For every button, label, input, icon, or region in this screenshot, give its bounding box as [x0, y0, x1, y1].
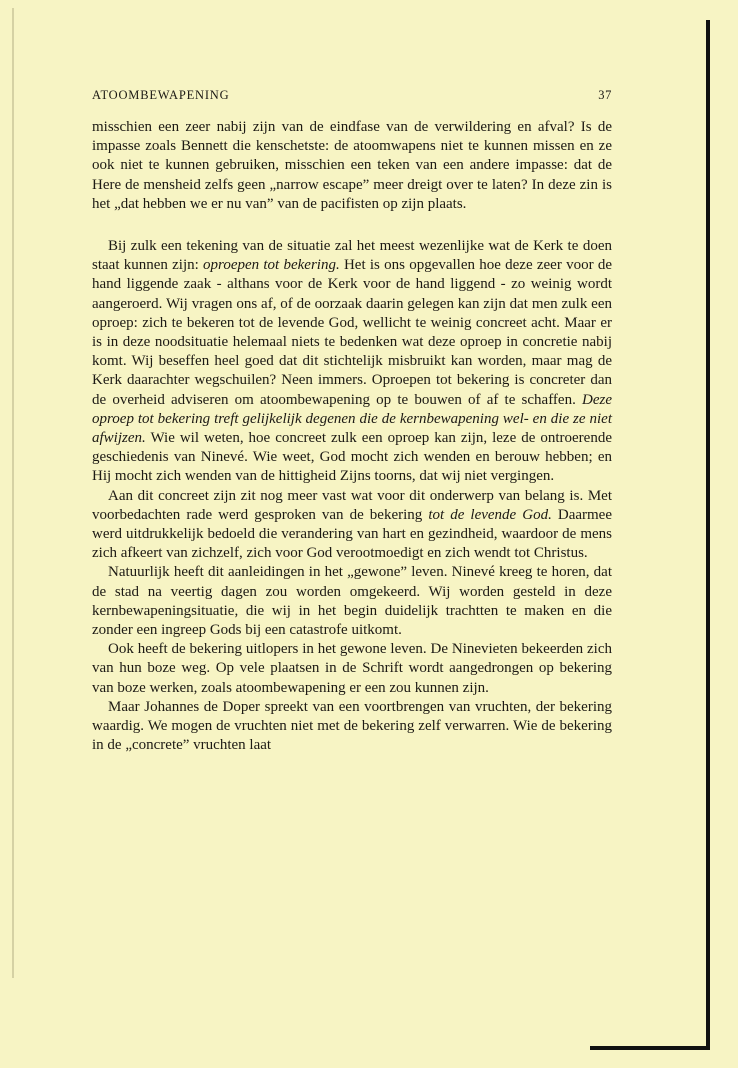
- paragraph: [92, 118, 612, 214]
- paragraph: [92, 237, 612, 487]
- italic-text-segment: tot de levende God.: [428, 506, 552, 523]
- text-segment: Het is ons opgevallen hoe deze zeer voor de hand liggende zaak - althans voor de Kerk voor de hand liggend - zo weinig wordt aangeroerd. Wij vragen ons af, of de oorzaak daarin gelegen kan zijn dat men zulk een oproep: zich te bekeren tot de levende God, wellicht te weinig concreet acht. Maar er is in deze noodsituatie helemaal niets te bedenken wat deze oproep in concretie nabij komt. Wij beseffen heel goed dat dit stichtelijk misbruikt kan worden, maar mag de Kerk daarachter wegschuilen? Neen immers. Oproepen tot bekering is concreter dan de overheid adviseren om atoombewapening op te bouwen of af te schaffen.: [92, 257, 612, 408]
- paragraph: [92, 563, 612, 640]
- text-segment: Wie wil weten, hoe concreet zulk een oproep kan zijn, leze de ontroerende geschiedenis van Ninevé. Wie weet, God mocht zich wenden en berouw hebben; en Hij mocht zich wenden van de hittigheid Zijns toorns, dat wij niet vergingen.: [92, 430, 612, 485]
- page-number: 37: [598, 88, 612, 102]
- running-head: [92, 88, 612, 108]
- paragraph: [92, 698, 612, 756]
- text-segment: Natuurlijk heeft dit aanleidingen in het „gewone” leven. Ninevé kreeg te horen, dat de stad na veertig dagen zou worden omgekeerd. Wij worden gesteld in deze kernbewapeningsituatie, die wij in het begin duidelijk trachtten te maken en die zonder een ingreep Gods bij een catastrofe uitkomt.: [92, 564, 612, 639]
- text-segment: Daarmee werd uitdrukkelijk bedoeld die verandering van hart en gezindheid, waardoor de mens zich afkeert van zichzelf, zich voor God verootmoedigt en zich wendt tot Christus.: [92, 506, 612, 562]
- scan-edge-left: [12, 8, 14, 978]
- text-segment: Maar Johannes de Doper spreekt van een voortbrengen van vruchten, der bekering waardig. We mogen de vruchten niet met de bekering zelf verwarren. Wie de bekering in de „concrete” vruchten laat: [92, 698, 612, 754]
- text-segment: Aan dit concreet zijn zit nog meer vast wat voor dit onderwerp van belang is. Met voorbedachten rade werd gesproken van de bekering: [92, 487, 612, 523]
- italic-text-segment: oproepen tot bekering.: [203, 257, 340, 274]
- paragraph: [92, 640, 612, 698]
- text-segment: Ook heeft de bekering uitlopers in het gewone leven. De Ninevieten bekeerden zich van hun boze weg. Op vele plaatsen in de Schrift wordt aangedrongen op bekering van boze werken, zoals atoombewapening er een zou kunnen zijn.: [92, 641, 612, 696]
- paragraph: [92, 487, 612, 564]
- text-segment: misschien een zeer nabij zijn van de eindfase van de verwildering en afval? Is de impasse zoals Bennett die kenschetste: de atoomwapens niet te kunnen missen en ze ook niet te kunnen gebruiken, misschien een teken van een andere impasse: dat de Here de mensheid zelfs geen „narrow escape” meer dreigt over te laten? In deze zin is het „dat hebben we er nu van” van de pacifisten op zijn plaats.: [92, 119, 612, 212]
- italic-text-segment: Deze oproep tot bekering treft gelijkelijk degenen die de kernbewapening wel- en die ze niet afwijzen.: [92, 391, 612, 447]
- scan-edge-bottom: [590, 1046, 710, 1050]
- book-page: [92, 88, 612, 756]
- text-segment: Bij zulk een tekening van de situatie zal het meest wezenlijke wat de Kerk te doen staat kunnen zijn:: [92, 238, 612, 274]
- running-title: ATOOMBEWAPENING: [92, 88, 230, 102]
- scan-edge-right: [706, 20, 710, 1050]
- body-text: [92, 118, 612, 756]
